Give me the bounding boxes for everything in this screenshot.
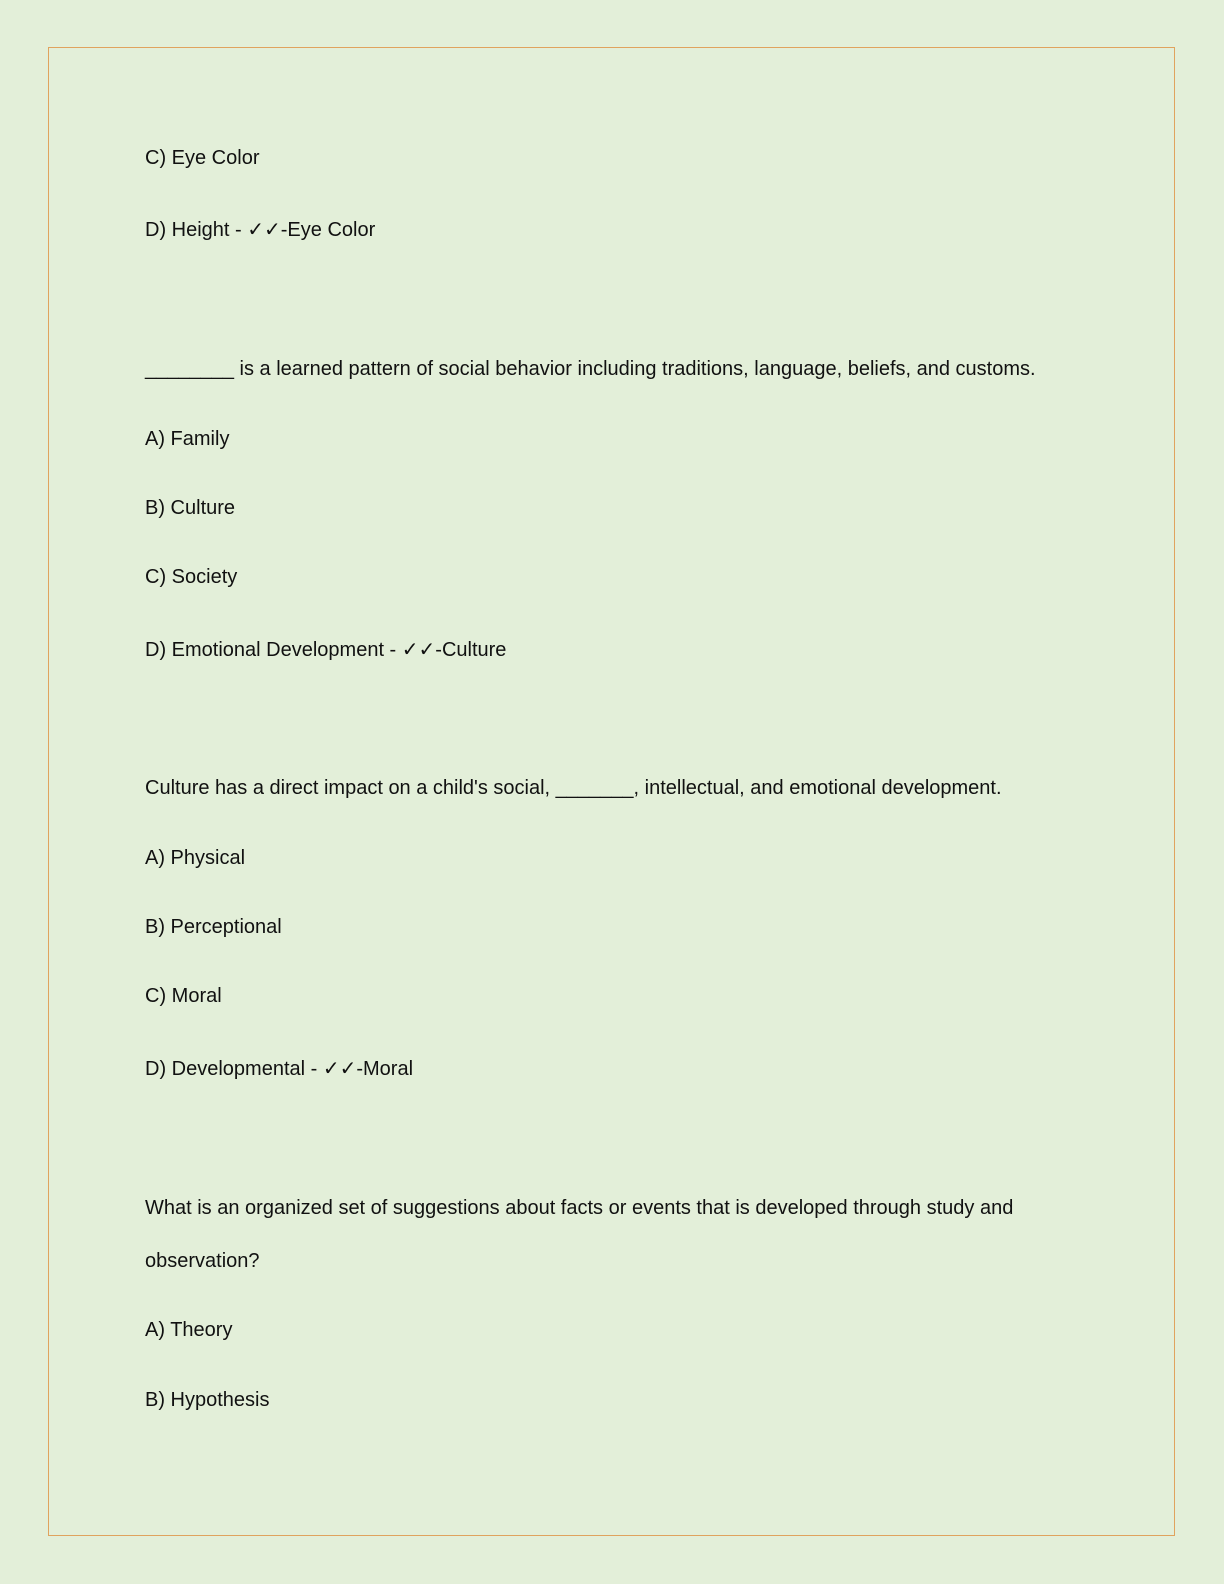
option-b-culture: B) Culture xyxy=(145,497,236,519)
answer-text: -Eye Color xyxy=(280,219,376,241)
option-c-moral: C) Moral xyxy=(145,985,222,1007)
question-theory-line-1: What is an organized set of suggestions about facts or events that is developed through study and xyxy=(145,1197,1014,1219)
checkmark-icon: ✓✓ xyxy=(247,217,281,241)
question-culture: ________ is a learned pattern of social behavior including traditions, language, beliefs, and customs. xyxy=(145,358,1036,380)
option-d-answer-moral xyxy=(145,1056,413,1081)
option-text: D) Height - xyxy=(145,219,248,241)
option-c-eye-color: C) Eye Color xyxy=(145,147,260,169)
option-b-perceptional: B) Perceptional xyxy=(145,916,282,938)
option-d-answer-eye-color xyxy=(145,217,375,242)
option-c-society: C) Society xyxy=(145,566,238,588)
answer-text: -Moral xyxy=(356,1058,414,1080)
option-b-hypothesis: B) Hypothesis xyxy=(145,1389,270,1411)
option-a-physical: A) Physical xyxy=(145,847,246,869)
checkmark-icon: ✓✓ xyxy=(401,637,436,661)
option-text: D) Emotional Development - xyxy=(145,639,402,661)
checkmark-icon: ✓✓ xyxy=(322,1056,357,1080)
answer-text: -Culture xyxy=(435,639,507,661)
option-d-answer-culture xyxy=(145,637,506,662)
question-development: Culture has a direct impact on a child's social, _______, intellectual, and emotional development. xyxy=(145,777,1002,799)
question-theory-line-2: observation? xyxy=(145,1250,260,1272)
option-a-family: A) Family xyxy=(145,428,230,450)
option-text: D) Developmental - xyxy=(145,1058,323,1080)
option-a-theory: A) Theory xyxy=(145,1319,233,1341)
